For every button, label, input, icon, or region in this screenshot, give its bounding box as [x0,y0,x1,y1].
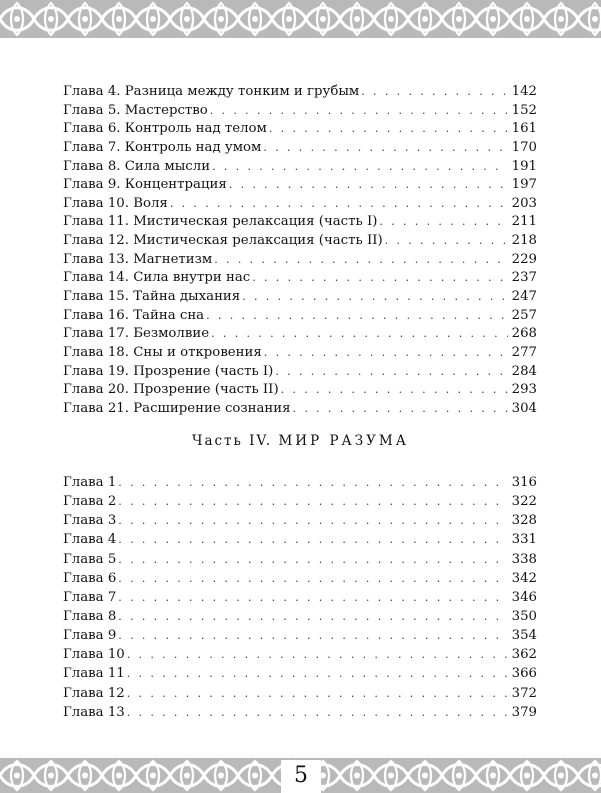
toc-entry-title: Глава 16. Тайна сна [63,307,205,323]
part-heading-title: МИР РАЗУМА [278,433,409,449]
toc-entry [63,684,537,703]
dot-leader [212,158,508,177]
toc-entry-title: Глава 14. Сила внутри нас [63,270,251,286]
toc-entry-page: 354 [511,628,537,644]
toc-entry [63,83,537,102]
toc-entry-title: Глава 12. Мистическая релаксация (часть II) [63,233,383,249]
toc-entry-page: 379 [511,704,537,720]
toc-entry-page: 366 [511,666,537,682]
toc-entry-page: 338 [511,551,537,567]
toc-entry-page: 328 [511,513,537,529]
toc-entry-title: Глава 1 [63,475,117,490]
toc-entry-title: Глава 19. Прозрение (часть I) [63,363,274,379]
toc-entry [63,251,537,270]
toc-entry [63,158,537,177]
dot-leader [118,530,507,549]
dot-leader [379,213,507,232]
toc-entry [63,550,537,569]
toc-entry-title: Глава 12 [63,685,125,701]
toc-entry-page: 342 [511,570,537,586]
dot-leader [242,288,507,307]
toc-entry-page: 229 [511,251,537,267]
top-ornament-band [0,0,601,38]
toc-entry [63,232,537,251]
toc-entry-page: 191 [511,158,537,174]
dot-leader [211,325,508,344]
dot-leader [118,569,507,588]
toc-entry-title: Глава 4 [63,532,117,548]
toc-entry-title: Глава 6 [63,570,117,586]
toc-entry [63,530,537,549]
dot-leader [269,120,508,139]
toc-entry [63,102,537,121]
toc-entry-page: 277 [511,344,537,360]
toc-entry-title: Глава 10 [63,647,125,663]
toc-entry-page: 322 [511,494,537,510]
dot-leader [127,664,508,683]
toc-entry-title: Глава 9. Концентрация [63,177,227,193]
dot-leader [127,645,508,664]
toc-entry-page: 268 [511,326,537,342]
toc-entry-page: 346 [511,589,537,605]
dot-leader [361,83,507,102]
dot-leader [118,492,507,511]
toc-part-3 [63,83,537,419]
toc-entry-page: 218 [511,233,537,249]
toc-entry-page: 152 [511,102,537,118]
toc-entry [63,511,537,530]
toc-entry-title: Глава 5. Мастерство [63,102,208,118]
toc-entry-page: 142 [511,84,537,99]
page-number: 5 [281,760,321,793]
toc-entry [63,626,537,645]
toc-entry-page: 203 [511,195,537,211]
toc-entry-page: 284 [511,363,537,379]
toc-entry-title: Глава 2 [63,494,117,510]
dot-leader [118,607,507,626]
dot-leader [263,139,507,158]
toc-entry-title: Глава 11. Мистическая релаксация (часть I) [63,214,378,230]
dot-leader [127,703,508,722]
toc-entry-title: Глава 10. Воля [63,195,168,211]
toc-entry [63,645,537,664]
dot-leader [118,588,507,607]
toc-entry-page: 362 [511,647,537,663]
toc-entry [63,213,537,232]
toc-entry-title: Глава 3 [63,513,117,529]
dot-leader [170,195,508,214]
toc-entry [63,607,537,626]
toc-entry-title: Глава 13 [63,704,125,720]
dot-leader [118,550,507,569]
toc-entry [63,363,537,382]
toc-entry-title: Глава 11 [63,666,125,682]
toc-entry-page: 237 [511,270,537,286]
dot-leader [264,344,508,363]
dot-leader [252,269,507,288]
dot-leader [210,102,508,121]
toc-entry [63,473,537,492]
toc-entry-title: Глава 8. Сила мысли [63,158,211,174]
toc-entry-title: Глава 8 [63,608,117,624]
dot-leader [293,400,508,419]
toc-entry-page: 197 [511,177,537,193]
dot-leader [118,473,507,492]
toc-part-4 [63,473,537,722]
toc-entry [63,120,537,139]
toc-entry-title: Глава 21. Расширение сознания [63,400,291,416]
toc-entry [63,176,537,195]
dot-leader [118,511,507,530]
toc-entry-page: 247 [511,289,537,305]
dot-leader [127,684,508,703]
toc-entry [63,344,537,363]
toc-entry-page: 372 [511,685,537,701]
toc-entry-page: 170 [511,139,537,155]
toc-entry [63,325,537,344]
dot-leader [385,232,508,251]
toc-entry [63,492,537,511]
toc-entry-page: 331 [511,532,537,548]
toc-entry-title: Глава 18. Сны и откровения [63,344,262,360]
toc-entry-page: 257 [511,307,537,323]
part-heading-prefix: Часть IV. [192,433,273,449]
dot-leader [206,307,508,326]
toc-entry [63,288,537,307]
toc-entry-title: Глава 5 [63,551,117,567]
toc-entry-title: Глава 20. Прозрение (часть II) [63,382,279,398]
toc-entry [63,269,537,288]
toc-entry [63,588,537,607]
toc-entry [63,664,537,683]
toc-entry-page: 304 [511,400,537,416]
dot-leader [281,381,508,400]
toc-entry-page: 211 [511,214,537,230]
toc-entry-title: Глава 9 [63,628,117,644]
toc-entry [63,307,537,326]
toc-entry-title: Глава 17. Безмолвие [63,326,210,342]
toc-entry-page: 293 [511,382,537,398]
dot-leader [229,176,508,195]
dot-leader [118,626,507,645]
toc-entry [63,139,537,158]
dot-leader [214,251,507,270]
toc-entry [63,400,537,419]
toc-entry-title: Глава 4. Разница между тонким и грубым [63,84,360,99]
toc-entry [63,195,537,214]
toc-entry-page: 316 [511,475,537,490]
toc-entry [63,569,537,588]
toc-entry-page: 350 [511,608,537,624]
dot-leader [275,363,507,382]
toc-entry [63,381,537,400]
toc-entry [63,703,537,722]
toc-entry-title: Глава 7. Контроль над умом [63,139,262,155]
toc-entry-title: Глава 6. Контроль над телом [63,121,267,137]
toc-entry-title: Глава 13. Магнетизм [63,251,213,267]
part-heading [0,433,601,449]
toc-entry-page: 161 [511,121,537,137]
toc-entry-title: Глава 7 [63,589,117,605]
toc-entry-title: Глава 15. Тайна дыхания [63,289,241,305]
